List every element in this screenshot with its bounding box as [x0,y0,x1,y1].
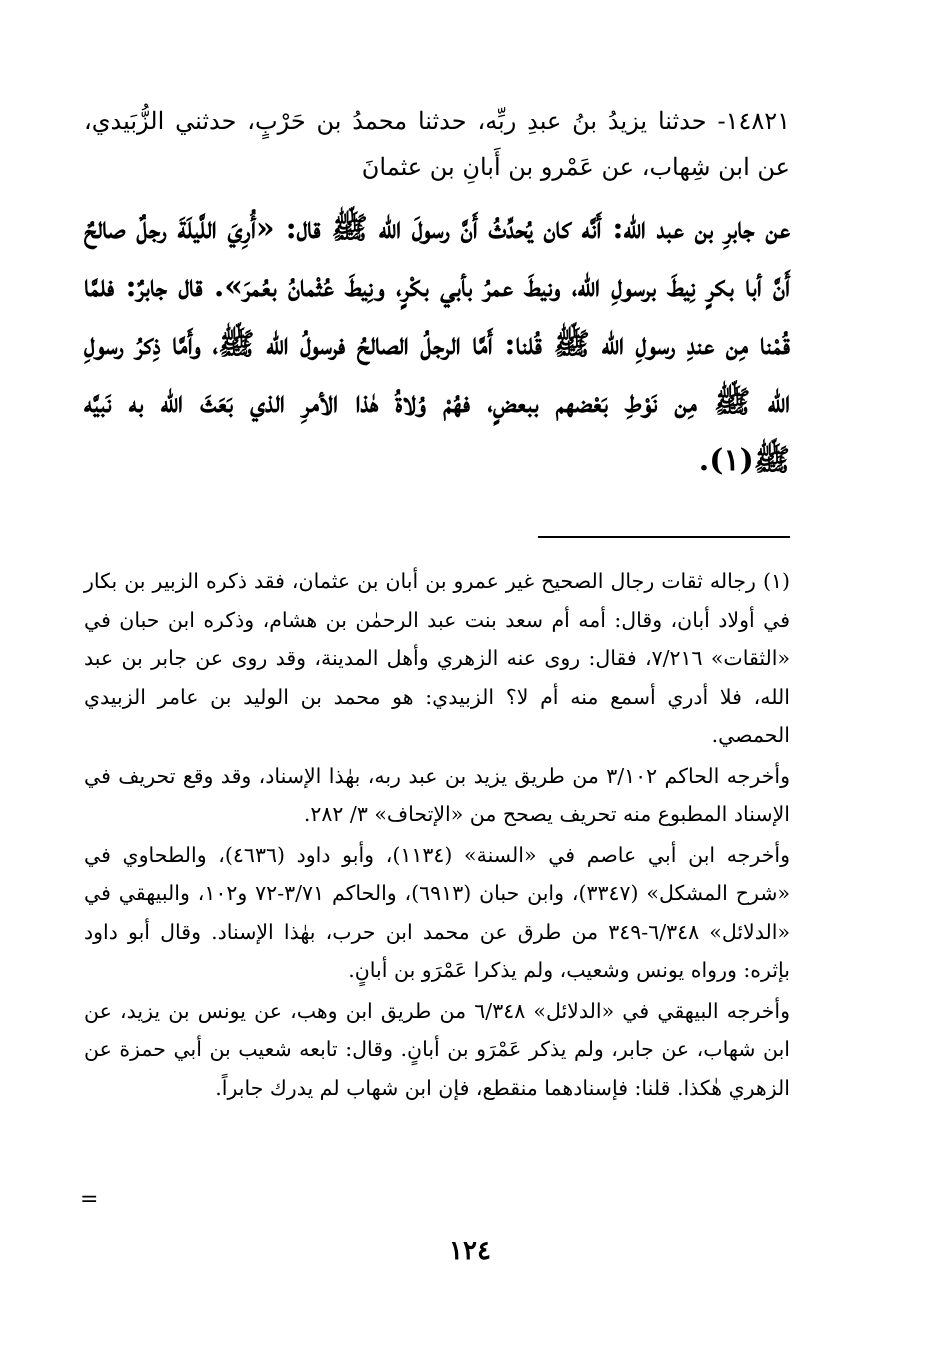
footnote-paragraph: وأخرجه ابن أبي عاصم في «السنة» (١١٣٤)، وأبو داود (٤٦٣٦)، والطحاوي في «شرح المشكل» (٣٣٤٧)، وابن حبان (٦٩١٣)، والحاكم ٣/٧١-٧٢ و١٠٢، والبيهقي في «الدلائل» ٦/٣٤٨-٣٤٩ من طرق عن محمد ابن حرب، بهٰذا الإسناد. وقال أبو داود بإثره: ورواه يونس وشعيب، ولم يذكرا عَمْرَو بن أبانٍ. [84,842,791,982]
footnote-separator [538,536,790,538]
hadith-text: عن جابرِ بن عبد الله: أَنَّه كان يُحدِّثُ أَنَّ رسولَ الله ﷺ قال: «أُرِيَ اللَّيلَةَ رجلٌ صالحٌ أَنَّ أبا بكرٍ نِيطَ برسولِ الله، ونيطَ عمرُ بأبي بكْرٍ، ونِيطَ عُثْمانُ بعُمرَ». قال جابرٌ: فلمَّا قُمْنا مِن عندِ رسولِ الله ﷺ قُلنا: أَمَّا الرجلُ الصالحُ فرسولُ الله ﷺ، وأَمَّا ذِكرُ رسولِ الله ﷺ مِن نَوْطِ بَعْضهم ببعضٍ، فهُمْ وُلاةُ هٰذا الأمرِ الذي بَعَثَ الله به نَبيَّه ﷺ(١). [84,211,790,478]
footnote-paragraph: (١) رجاله ثقات رجال الصحيح غير عمرو بن أبان بن عثمان، فقد ذكره الزبير بن بكار في أولاد أبان، وقال: أمه أم سعد بنت عبد الرحمٰن بن هشام، وذكره ابن حبان في «الثقات» ٧/٢١٦، فقال: روى عنه الزهري وأهل المدينة، وقد روى عن جابر بن عبد الله، فلا أدري أسمع منه أم لا؟ الزبيدي: هو محمد بن الوليد بن عامر الزبيدي الحمصي. [84,569,790,747]
footnotes [84,562,790,1109]
footnote-paragraph: وأخرجه البيهقي في «الدلائل» ٦/٣٤٨ من طريق ابن وهب، عن يونس بن يزيد، عن ابن شهاب، عن جابر، ولم يذكر عَمْرَو بن أبانٍ. وقال: تابعه شعيب بن أبي حمزة عن الزهري هٰكذا. قلنا: فإسنادهما منقطع، فإن ابن شهاب لم يدرك جابراً. [84,998,790,1100]
hadith-isnad: ١٤٨٢١- حدثنا يزيدُ بنُ عبدِ ربِّه، حدثنا محمدُ بن حَرْبٍ، حدثني الزُّبَيدي، عن ابن شِهاب، عن عَمْرو بن أَبانِ بن عثمانَ [84,107,791,181]
footnote-paragraph: وأخرجه الحاكم ٣/١٠٢ من طريق يزيد بن عبد ربه، بهٰذا الإسناد، وقد وقع تحريف في الإسناد المطبوع منه تحريف يصحح من «الإتحاف» ٣/ ٢٨٢. [84,763,790,826]
continuation-mark: = [80,1187,99,1212]
page-number: ١٢٤ [449,1236,491,1266]
